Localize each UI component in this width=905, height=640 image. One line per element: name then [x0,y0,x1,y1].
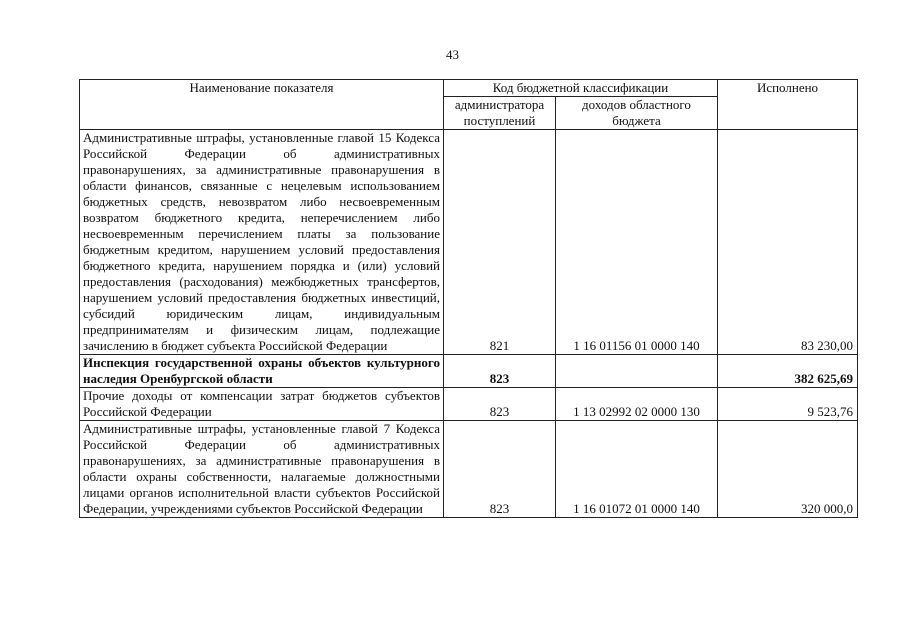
row-income-code: 1 13 02992 02 0000 130 [556,388,718,421]
row-income-code: 1 16 01072 01 0000 140 [556,421,718,518]
row-income-code: 1 16 01156 01 0000 140 [556,130,718,355]
header-classification-code: Код бюджетной классификации [444,80,718,97]
row-name: Прочие доходы от компенсации затрат бюджетов субъектов Российской Федерации [80,388,444,421]
header-executed: Исполнено [718,80,858,130]
table-header-row [80,80,858,97]
row-admin-code: 823 [444,421,556,518]
row-admin-code: 823 [444,355,556,388]
header-administrator: администратора поступлений [444,97,556,130]
row-income-code [556,355,718,388]
page-number: 43 [446,47,459,62]
table-row [80,130,858,355]
table-row [80,355,858,388]
row-amount: 83 230,00 [718,130,858,355]
header-name: Наименование показателя [80,80,444,130]
row-name: Административные штрафы, установленные главой 7 Кодекса Российской Федерации об административных правонарушениях, за административные правонарушения в области охраны собственности, налагаемые должностными лицами органов исполнительной власти субъектов Российской Федерации, учреждениями субъектов Российской Федерации [80,421,444,518]
row-amount: 382 625,69 [718,355,858,388]
row-name: Инспекция государственной охраны объектов культурного наследия Оренбургской области [80,355,444,388]
header-regional-income: доходов областного бюджета [556,97,718,130]
row-name: Административные штрафы, установленные главой 15 Кодекса Российской Федерации об административных правонарушениях, за административные правонарушения в области финансов, связанные с нецелевым использованием бюджетных средств, невозвратом либо несвоевременным возвратом бюджетного кредита, неперечислением либо несвоевременным перечислением платы за пользование бюджетным кредитом, нарушением условий предоставления бюджетного кредита, нарушением порядка и (или) условий предоставления (расходования) межбюджетных трансфертов, нарушением условий предоставления бюджетных инвестиций, субсидий юридическим лицам, индивидуальным предпринимателям и физическим лицам, подлежащие зачислению в бюджет субъекта Российской Федерации [80,130,444,355]
row-amount: 9 523,76 [718,388,858,421]
row-amount: 320 000,0 [718,421,858,518]
table-row [80,421,858,518]
row-admin-code: 821 [444,130,556,355]
budget-report-table [79,79,858,518]
row-admin-code: 823 [444,388,556,421]
table-row [80,388,858,421]
